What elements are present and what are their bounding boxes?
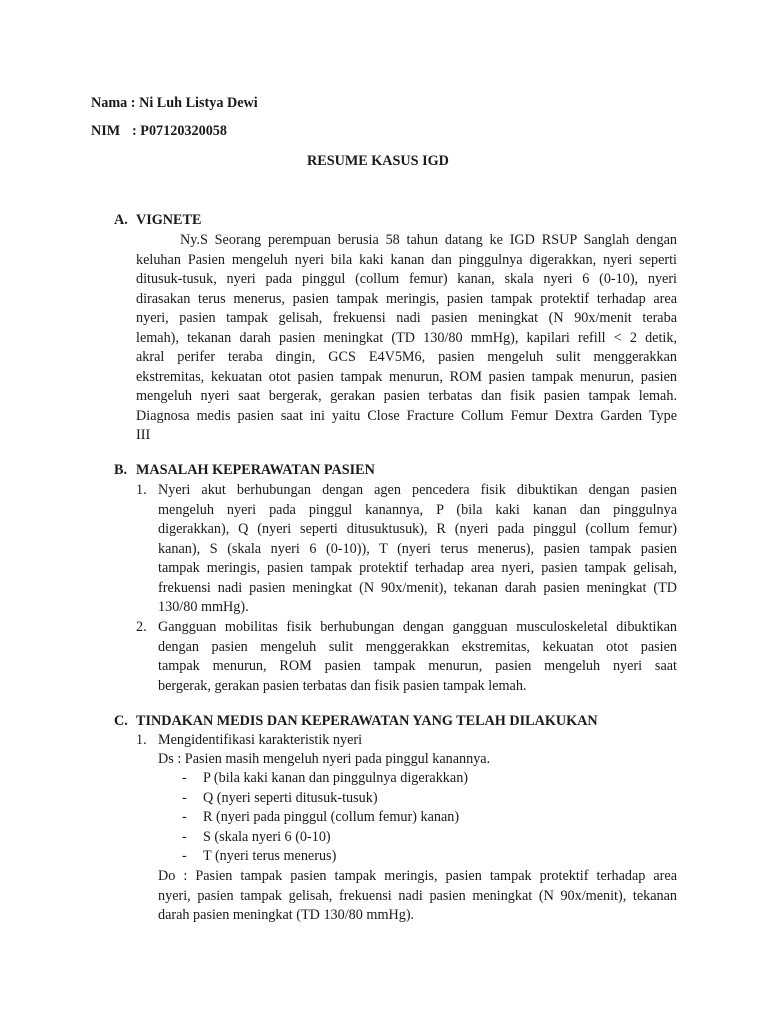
dash-bullet: - — [182, 770, 187, 786]
nim-value: : P07120320058 — [132, 123, 227, 139]
dash-item: R (nyeri pada pinggul (collum femur) kanan) — [203, 809, 460, 825]
section-c-item-text: Mengidentifikasi karakteristik nyeri — [158, 732, 363, 748]
problem-line: tampak meringis, pasien tampak protektif terhadap area nyeri, pasien tampak gelisah, — [158, 560, 677, 576]
do-line: Do : Pasien tampak pasien tampak meringis, pasien tampak protektif terhadap area — [158, 868, 677, 884]
vignette-line: nyeri, pasien tampak gelisah, frekuensi nadi pasien meningkat (N 90x/menit teraba — [136, 310, 677, 326]
problem-line: frekuensi nadi pasien meningkat (N 90x/menit), tekanan darah pasien meningkat (TD — [158, 579, 677, 596]
section-b-letter: B. — [114, 462, 128, 478]
dash-bullet: - — [182, 789, 187, 806]
vignette-line: dirasakan terus menerus, pasien tampak meringis, pasien tampak protektif terhadap area — [136, 290, 677, 307]
dash-bullet: - — [182, 809, 187, 825]
dash-item: P (bila kaki kanan dan pinggulnya digerakkan) — [203, 770, 469, 786]
ds-line: Ds : Pasien masih mengeluh nyeri pada pinggul kanannya. — [158, 751, 491, 767]
vignette-line: lemah), tekanan darah pasien meningkat (TD 130/80 mmHg), kapilari refill < 2 detik, — [136, 329, 677, 346]
vignette-line: keluhan Pasien mengeluh nyeri bila kaki kanan dan pinggulnya digerakkan, nyeri seperti — [136, 251, 677, 268]
problem-line: mengeluh nyeri pada pinggul kanannya, P (bila kaki kanan dan pinggulnya — [158, 501, 677, 518]
dash-bullet: - — [182, 828, 187, 845]
problem-line: tampak menurun, ROM pasien tampak menurun, pasien mengeluh nyeri saat — [158, 658, 677, 674]
vignette-line: Diagnosa medis pasien saat ini yaitu Close Fracture Collum Femur Dextra Garden Type — [136, 407, 677, 424]
problem-line: Gangguan mobilitas fisik berhubungan dengan gangguan musculoskeletal dibuktikan — [158, 619, 677, 635]
problem-line: Nyeri akut berhubungan dengan agen pencedera fisik dibuktikan dengan pasien — [158, 482, 677, 498]
section-c-item-number: 1. — [136, 732, 147, 748]
vignette-line: ekstremitas, kekuatan otot pasien tampak menurun, ROM pasien tampak menurun, pasien — [136, 368, 677, 385]
section-a-title: VIGNETE — [136, 212, 202, 228]
vignette-line: III — [136, 427, 151, 443]
do-line: nyeri, pasien tampak gelisah, frekuensi nadi pasien meningkat (N 90x/menit), tekanan — [158, 887, 677, 904]
dash-item: S (skala nyeri 6 (0-10) — [203, 828, 331, 845]
problem-line: 130/80 mmHg). — [158, 599, 249, 615]
problem-line: digerakkan), Q (nyeri seperti ditusuktusuk), R (nyeri pada pinggul (collum femur) — [158, 521, 677, 537]
do-line: darah pasien meningkat (TD 130/80 mmHg). — [158, 907, 415, 923]
dash-item: Q (nyeri seperti ditusuk-tusuk) — [203, 789, 378, 806]
section-a-letter: A. — [114, 212, 128, 228]
vignette-line: ditusuk-tusuk, nyeri pada pinggul (collum femur) kanan, skala nyeri 6 (0-10), nyeri — [136, 271, 677, 287]
dash-item: T (nyeri terus menerus) — [203, 848, 337, 864]
section-c-letter: C. — [114, 713, 128, 729]
section-c-title: TINDAKAN MEDIS DAN KEPERAWATAN YANG TELAH DILAKUKAN — [136, 713, 598, 729]
vignette-line: akral perifer teraba dingin, GCS E4V5M6, pasien mengeluh sulit menggerakkan — [136, 349, 677, 365]
problem-number: 2. — [136, 619, 147, 635]
vignette-line: mengeluh nyeri saat bergerak, gerakan pasien terbatas dan fisik pasien tampak lemah. — [136, 388, 677, 404]
vignette-line: Ny.S Seorang perempuan berusia 58 tahun datang ke IGD RSUP Sanglah dengan — [180, 232, 677, 248]
document-title: RESUME KASUS IGD — [307, 153, 449, 169]
problem-number: 1. — [136, 482, 147, 498]
section-b-title: MASALAH KEPERAWATAN PASIEN — [136, 462, 375, 478]
student-name: Nama : Ni Luh Listya Dewi — [91, 95, 258, 111]
problem-line: kanan), S (skala nyeri 6 (0-10)), T (nyeri terus menerus), pasien tampak pasien — [158, 540, 677, 557]
dash-bullet: - — [182, 848, 187, 864]
nim-label: NIM — [91, 123, 121, 139]
problem-line: dengan pasien mengeluh sulit menggerakkan ekstremitas, kekuatan otot pasien — [158, 638, 677, 655]
problem-line: bergerak, gerakan pasien terbatas dan fisik pasien tampak lemah. — [158, 677, 527, 694]
